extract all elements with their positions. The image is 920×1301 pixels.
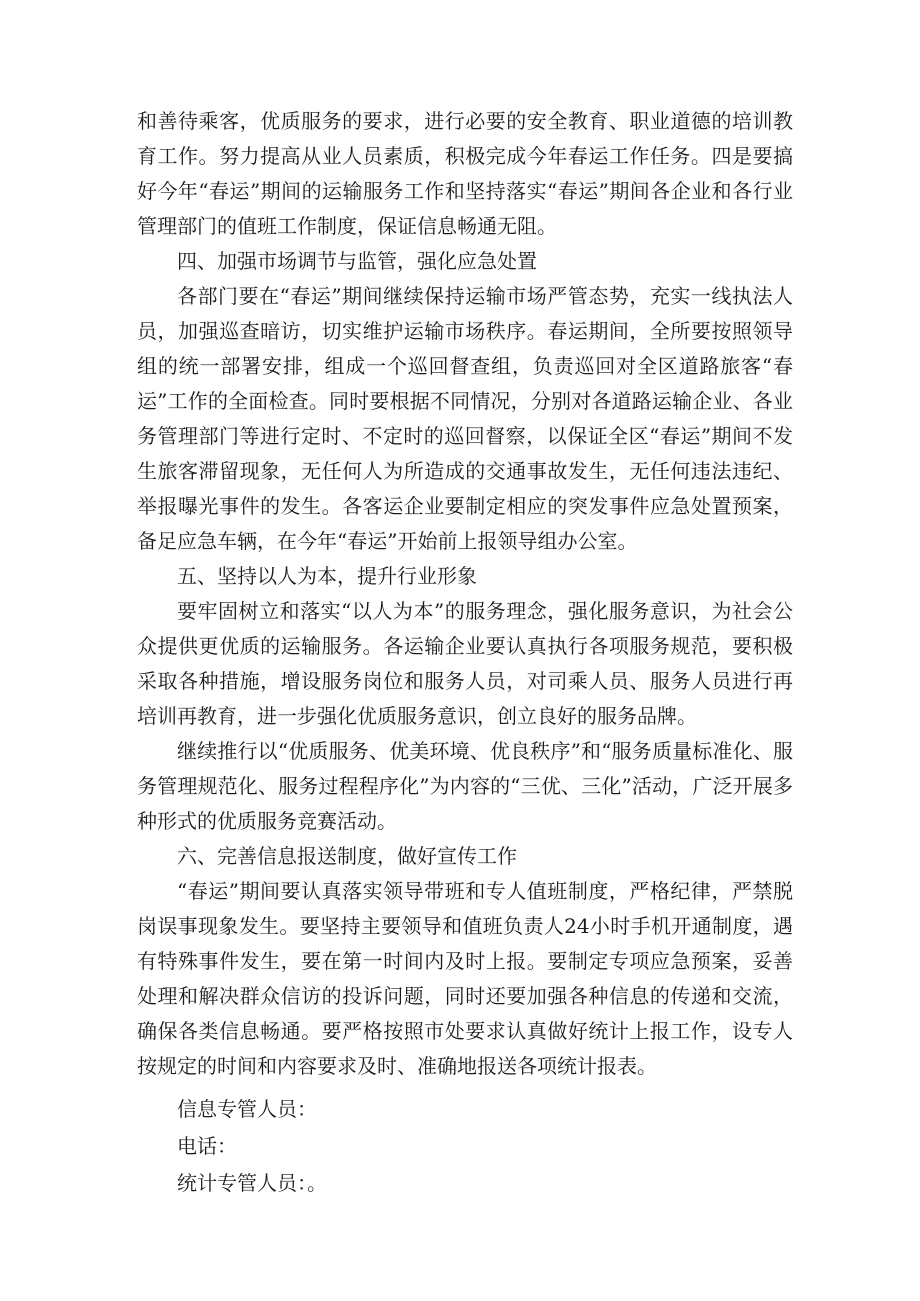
- field-phone: 电话：: [177, 1134, 237, 1158]
- section-heading-4: 四、加强市场调节与监管，强化应急处置: [177, 249, 537, 273]
- paragraph-info-reporting: “春运”期间要认真落实领导带班和专人值班制度，严格纪律，严禁脱岗误事现象发生。要坚持主要领导和值班负责人24小时手机开通制度，遇有特殊事件发生，要在第一时间内及时上报。要制定专项应急预案，妥善处理和解决群众信访的投诉问题，同时还要加强各种信息的传递和交流，确保各类信息畅通。要严格按照市处要求认真做好统计上报工作，设专人按规定的时间和内容要求及时、准确地报送各项统计报表。: [137, 879, 793, 1078]
- paragraph-three-excellence: 继续推行以“优质服务、优美环境、优良秩序”和“服务质量标准化、服务管理规范化、服务过程程序化”为内容的“三优、三化”活动，广泛开展多种形式的优质服务竞赛活动。: [137, 739, 793, 833]
- paragraph-continuation: 和善待乘客，优质服务的要求，进行必要的安全教育、职业道德的培训教育工作。努力提高从业人员素质，积极完成今年春运工作任务。四是要搞好今年“春运”期间的运输服务工作和坚持落实“春运”期间各企业和各行业管理部门的值班工作制度，保证信息畅通无阻。: [137, 109, 793, 238]
- paragraph-market-supervision: 各部门要在“春运”期间继续保持运输市场严管态势，充实一线执法人员，加强巡查暗访，切实维护运输市场秩序。春运期间，全所要按照领导组的统一部署安排，组成一个巡回督查组，负责巡回对全区道路旅客“春运”工作的全面检查。同时要根据不同情况，分别对各道路运输企业、各业务管理部门等进行定时、不定时的巡回督察，以保证全区“春运”期间不发生旅客滞留现象，无任何人为所造成的交通事故发生，无任何违法违纪、举报曝光事件的发生。各客运企业要制定相应的突发事件应急处置预案，备足应急车辆，在今年“春运”开始前上报领导组办公室。: [137, 284, 793, 553]
- section-heading-6: 六、完善信息报送制度，做好宣传工作: [177, 844, 517, 868]
- paragraph-people-first: 要牢固树立和落实“以人为本”的服务理念，强化服务意识，为社会公众提供更优质的运输服务。各运输企业要认真执行各项服务规范，要积极采取各种措施，增设服务岗位和服务人员，对司乘人员、服务人员进行再培训再教育，进一步强化优质服务意识，创立良好的服务品牌。: [137, 599, 793, 728]
- field-stats-manager: 统计专管人员：。: [177, 1171, 327, 1195]
- section-heading-5: 五、坚持以人为本，提升行业形象: [177, 564, 477, 588]
- spacer: [137, 1084, 793, 1091]
- document-body: [137, 104, 793, 1202]
- field-info-manager: 信息专管人员：: [177, 1097, 317, 1121]
